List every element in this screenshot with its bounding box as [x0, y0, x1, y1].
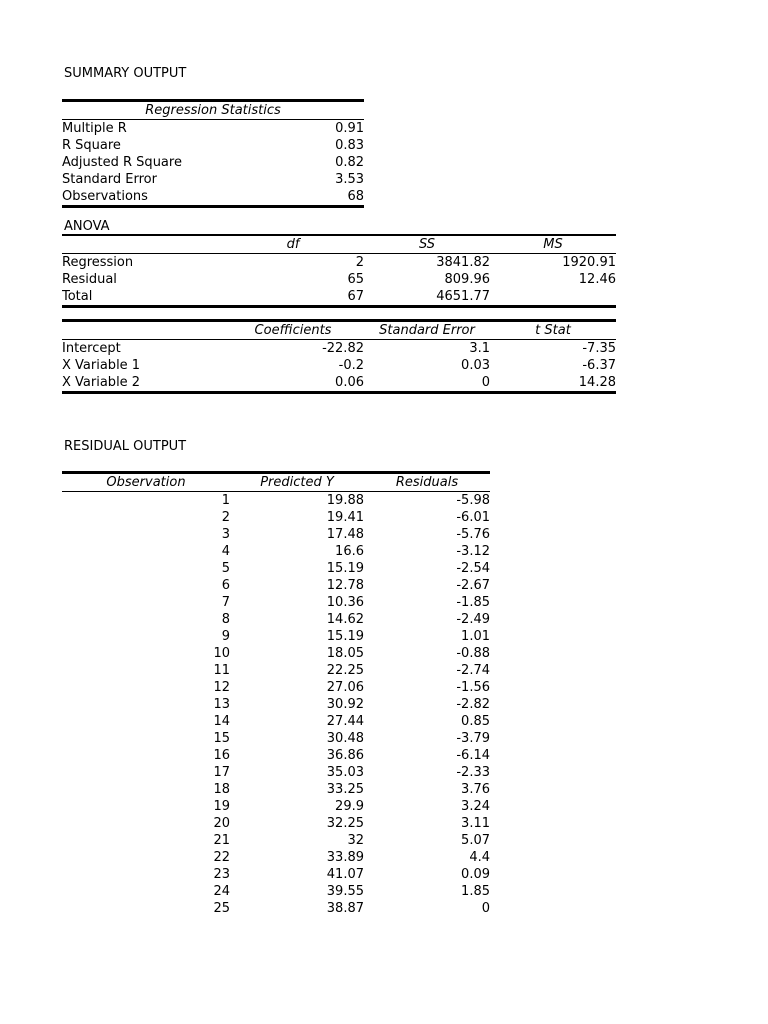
coef-term-label: X Variable 2: [62, 375, 141, 390]
residual-cell: -5.98: [456, 493, 490, 508]
observation-number-cell: 4: [221, 544, 230, 559]
predicted-y-cell: 39.55: [326, 884, 364, 899]
anova-table: [62, 234, 616, 308]
anova-source-label: Total: [62, 289, 93, 304]
predicted-y-cell: 29.9: [335, 799, 364, 814]
observation-number-cell: 21: [213, 833, 230, 848]
residual-row: [62, 526, 490, 543]
coef-standard-error-cell: 3.1: [469, 341, 490, 356]
residual-row: [62, 815, 490, 832]
predicted-y-cell: 36.86: [326, 748, 364, 763]
residual-cell: -3.79: [456, 731, 490, 746]
coefficients-table: [62, 319, 616, 394]
stat-value: 0.83: [335, 138, 365, 153]
residual-cell: -1.56: [456, 680, 490, 695]
residual-cell: -3.12: [456, 544, 490, 559]
residual-cell: -2.67: [456, 578, 490, 593]
residual-row: [62, 900, 490, 917]
stat-label: R Square: [62, 138, 121, 153]
residual-row: [62, 764, 490, 781]
residual-row: [62, 781, 490, 798]
regression-stat-row: [62, 154, 364, 171]
predicted-y-cell: 35.03: [326, 765, 364, 780]
coef-standard-error-cell: 0: [481, 375, 490, 390]
observation-number-cell: 12: [213, 680, 230, 695]
predicted-y-cell: 15.19: [326, 629, 364, 644]
observation-number-cell: 3: [221, 527, 230, 542]
anova-row: [62, 271, 616, 288]
residual-row: [62, 611, 490, 628]
observation-number-cell: 23: [213, 867, 230, 882]
residual-output-title: RESIDUAL OUTPUT: [64, 439, 187, 454]
residual-row: [62, 849, 490, 866]
predicted-y-cell: 19.88: [326, 493, 364, 508]
predicted-y-cell: 30.92: [326, 697, 364, 712]
residual-row: [62, 543, 490, 560]
predicted-y-cell: 27.06: [326, 680, 364, 695]
summary-output-title: SUMMARY OUTPUT: [64, 66, 187, 81]
anova-ss-cell: 3841.82: [436, 255, 490, 270]
observation-number-cell: 16: [213, 748, 230, 763]
residual-header-observation: Observation: [62, 473, 230, 492]
coef-value-cell: -0.2: [338, 358, 364, 373]
predicted-y-cell: 14.62: [326, 612, 364, 627]
residual-cell: -5.76: [456, 527, 490, 542]
coef-t-stat-cell: 14.28: [578, 375, 616, 390]
observation-number-cell: 19: [213, 799, 230, 814]
anova-source-label: Residual: [62, 272, 117, 287]
regression-statistics-header: Regression Statistics: [62, 101, 364, 120]
residual-cell: -0.88: [456, 646, 490, 661]
coefficient-row: [62, 340, 616, 358]
stat-label: Multiple R: [62, 121, 127, 136]
residual-row: [62, 747, 490, 764]
predicted-y-cell: 33.89: [326, 850, 364, 865]
residual-row: [62, 679, 490, 696]
coef-t-stat-cell: -6.37: [582, 358, 616, 373]
predicted-y-cell: 19.41: [326, 510, 364, 525]
residual-cell: -2.54: [456, 561, 490, 576]
residual-cell: 1.85: [461, 884, 490, 899]
residual-cell: 3.76: [461, 782, 490, 797]
observation-number-cell: 2: [221, 510, 230, 525]
regression-stat-row: [62, 120, 364, 138]
predicted-y-cell: 27.44: [326, 714, 364, 729]
observation-number-cell: 18: [213, 782, 230, 797]
coef-t-stat-cell: -7.35: [582, 341, 616, 356]
residual-header-residuals: Residuals: [364, 473, 490, 492]
observation-number-cell: 17: [213, 765, 230, 780]
residual-cell: -2.33: [456, 765, 490, 780]
coefficient-row: [62, 374, 616, 393]
residual-cell: 0.09: [461, 867, 490, 882]
coef-header-t-stat: t Stat: [490, 321, 616, 340]
residual-row: [62, 713, 490, 730]
residual-row: [62, 866, 490, 883]
anova-header-df: df: [222, 235, 364, 254]
observation-number-cell: 24: [213, 884, 230, 899]
observation-number-cell: 10: [213, 646, 230, 661]
coef-header-standard-error: Standard Error: [364, 321, 490, 340]
predicted-y-cell: 38.87: [326, 901, 364, 916]
anova-row: [62, 288, 616, 307]
residual-row: [62, 662, 490, 679]
anova-df-cell: 65: [347, 272, 364, 287]
anova-df-cell: 2: [355, 255, 364, 270]
observation-number-cell: 7: [221, 595, 230, 610]
predicted-y-cell: 32: [347, 833, 364, 848]
anova-header-ss: SS: [364, 235, 490, 254]
anova-df-cell: 67: [347, 289, 364, 304]
predicted-y-cell: 10.36: [326, 595, 364, 610]
residual-row: [62, 577, 490, 594]
residual-row: [62, 832, 490, 849]
residual-cell: -6.01: [456, 510, 490, 525]
residual-cell: 3.11: [461, 816, 490, 831]
anova-ms-cell: [490, 288, 616, 307]
predicted-y-cell: 22.25: [326, 663, 364, 678]
regression-statistics-table: [62, 99, 364, 208]
predicted-y-cell: 12.78: [326, 578, 364, 593]
observation-number-cell: 25: [213, 901, 230, 916]
residual-cell: -2.49: [456, 612, 490, 627]
residual-row: [62, 492, 490, 510]
anova-ms-cell: 12.46: [578, 272, 616, 287]
residual-row: [62, 798, 490, 815]
anova-header-blank: [62, 235, 222, 254]
residual-header-predicted-y: Predicted Y: [230, 473, 364, 492]
regression-stat-row: [62, 188, 364, 207]
anova-ss-cell: 809.96: [444, 272, 490, 287]
observation-number-cell: 14: [213, 714, 230, 729]
stat-label: Standard Error: [62, 172, 157, 187]
anova-ss-cell: 4651.77: [436, 289, 490, 304]
residual-cell: 0.85: [461, 714, 490, 729]
residual-cell: 5.07: [461, 833, 490, 848]
predicted-y-cell: 41.07: [326, 867, 364, 882]
observation-number-cell: 1: [221, 493, 230, 508]
coef-header-blank: [62, 321, 222, 340]
residual-row: [62, 560, 490, 577]
residual-row: [62, 883, 490, 900]
regression-stat-row: [62, 171, 364, 188]
residual-cell: 4.4: [469, 850, 490, 865]
residual-row: [62, 645, 490, 662]
coef-value-cell: 0.06: [335, 375, 364, 390]
predicted-y-cell: 18.05: [326, 646, 364, 661]
residual-cell: -2.74: [456, 663, 490, 678]
predicted-y-cell: 16.6: [335, 544, 364, 559]
observation-number-cell: 8: [221, 612, 230, 627]
observation-number-cell: 20: [213, 816, 230, 831]
residual-cell: 3.24: [461, 799, 490, 814]
residual-cell: -6.14: [456, 748, 490, 763]
stat-value: 3.53: [335, 172, 365, 187]
stat-label: Adjusted R Square: [62, 155, 182, 170]
coefficient-row: [62, 357, 616, 374]
residual-cell: -1.85: [456, 595, 490, 610]
predicted-y-cell: 32.25: [326, 816, 364, 831]
residual-row: [62, 594, 490, 611]
predicted-y-cell: 17.48: [326, 527, 364, 542]
residual-row: [62, 628, 490, 645]
observation-number-cell: 5: [221, 561, 230, 576]
anova-title: ANOVA: [64, 219, 110, 234]
anova-row: [62, 254, 616, 272]
residual-cell: 0: [481, 901, 490, 916]
coef-term-label: Intercept: [62, 341, 121, 356]
anova-source-label: Regression: [62, 255, 134, 270]
observation-number-cell: 22: [213, 850, 230, 865]
residual-cell: -2.82: [456, 697, 490, 712]
observation-number-cell: 15: [213, 731, 230, 746]
predicted-y-cell: 15.19: [326, 561, 364, 576]
coef-term-label: X Variable 1: [62, 358, 141, 373]
anova-ms-cell: 1920.91: [562, 255, 616, 270]
residual-cell: 1.01: [461, 629, 490, 644]
observation-number-cell: 11: [213, 663, 230, 678]
coef-value-cell: -22.82: [322, 341, 364, 356]
predicted-y-cell: 33.25: [326, 782, 364, 797]
residual-row: [62, 509, 490, 526]
stat-value: 68: [347, 189, 365, 204]
stat-value: 0.91: [335, 121, 365, 136]
anova-header-ms: MS: [490, 235, 616, 254]
stat-value: 0.82: [335, 155, 365, 170]
residual-row: [62, 730, 490, 747]
residual-row: [62, 696, 490, 713]
observation-number-cell: 6: [221, 578, 230, 593]
observation-number-cell: 9: [221, 629, 230, 644]
regression-stat-row: [62, 137, 364, 154]
predicted-y-cell: 30.48: [326, 731, 364, 746]
coef-standard-error-cell: 0.03: [461, 358, 490, 373]
coef-header-coefficients: Coefficients: [222, 321, 364, 340]
observation-number-cell: 13: [213, 697, 230, 712]
stat-label: Observations: [62, 189, 148, 204]
residual-output-table: [62, 471, 490, 917]
